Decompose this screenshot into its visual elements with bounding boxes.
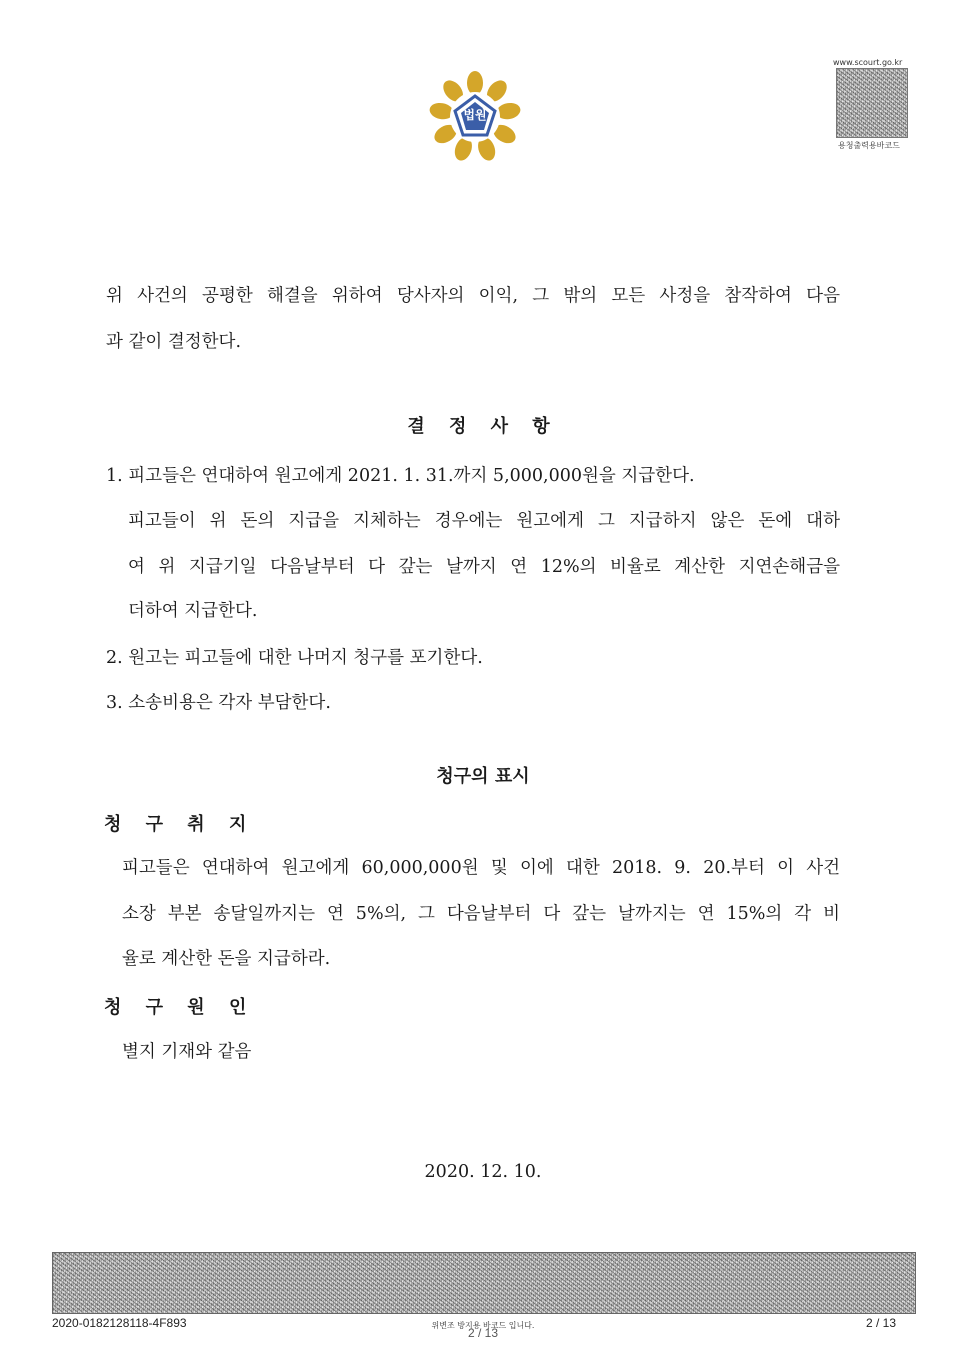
qr-caption: 용청출력용바코드 xyxy=(838,141,900,150)
claim-purpose-line-3: 율로 계산한 돈을 지급하라. xyxy=(122,949,331,969)
decision-item-1-line-2: 피고들이 위 돈의 지급을 지체하는 경우에는 원고에게 그 지급하지 않은 돈에 대하 xyxy=(128,511,840,531)
barcode-notice: 위변조 방지용 바코드 입니다. xyxy=(431,1321,535,1330)
page-number-center: 2 / 13 xyxy=(467,1326,499,1340)
decision-item-3: 3. 소송비용은 각자 부담한다. xyxy=(106,693,331,713)
decision-title: 결 정 사 항 xyxy=(407,416,559,437)
claim-purpose-line-2: 소장 부본 송달일까지는 연 5%의, 그 다음날부터 다 갚는 날까지는 연 15%의 각 비 xyxy=(122,904,840,924)
claim-title: 청구의 표시 xyxy=(436,766,530,787)
claim-cause-heading: 청 구 원 인 xyxy=(104,997,256,1018)
document-id: 2020-0182128118-4F893 xyxy=(52,1316,187,1330)
intro-line-2: 과 같이 결정한다. xyxy=(106,332,242,352)
qr-code xyxy=(836,68,908,138)
anti-forgery-barcode xyxy=(52,1252,916,1314)
claim-cause-text: 별지 기재와 같음 xyxy=(122,1042,252,1062)
decision-item-2: 2. 원고는 피고들에 대한 나머지 청구를 포기한다. xyxy=(106,648,483,668)
claim-purpose-line-1: 피고들은 연대하여 원고에게 60,000,000원 및 이에 대한 2018. 9. 20.부터 이 사건 xyxy=(122,858,840,878)
decision-date: 2020. 12. 10. xyxy=(424,1162,542,1182)
intro-line-1: 위 사건의 공평한 해결을 위하여 당사자의 이익, 그 밖의 모든 사정을 참작하여 다음 xyxy=(106,286,840,306)
seal-text: 법원 xyxy=(463,108,487,122)
decision-item-1-line-3: 여 위 지급기일 다음날부터 다 갚는 날까지 연 12%의 비율로 계산한 지연손해금을 xyxy=(128,557,840,577)
decision-item-1-line-4: 더하여 지급한다. xyxy=(128,601,258,621)
qr-url: www.scourt.go.kr xyxy=(833,58,903,67)
page-number-right: 2 / 13 xyxy=(866,1316,897,1330)
decision-item-1: 1. 피고들은 연대하여 원고에게 2021. 1. 31.까지 5,000,000원을 지급한다. xyxy=(106,466,695,486)
claim-purpose-heading: 청 구 취 지 xyxy=(104,814,256,835)
court-seal-logo xyxy=(428,70,522,164)
